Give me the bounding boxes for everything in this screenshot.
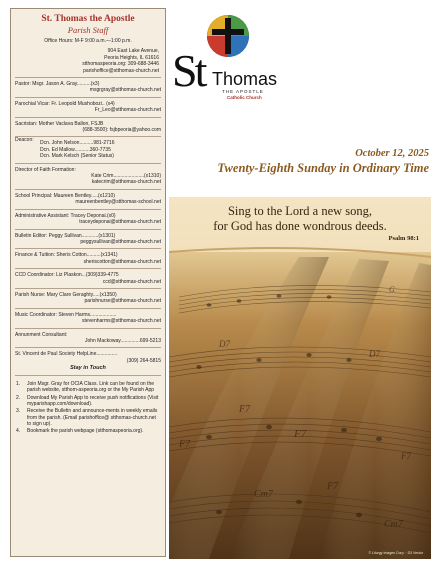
entry-line: CCD Coordinator: Liz Plaskon...(309)339-4775 [15,272,119,279]
deacon-line: Dcn. John Nelson..........981-2716 [40,140,115,147]
entry-line: Finance & Tuition: Sheris Cotton..........(x1341) [15,252,118,259]
list-item: 4. Bookmark the parish webpage (stthomaspeoria.org). [16,428,144,435]
svg-text:G: G [389,285,395,294]
list-item: 2. Download My Parish App to receive push notifications (Visit myparishapp.com/download). [16,394,159,408]
entry-email[interactable]: peggysullivan@stthomas-church.net [80,238,161,245]
logo-apostle-text: THE APOSTLE [222,89,264,94]
address-email[interactable]: parishoffice@stthomas-church.net [83,67,159,74]
svg-text:Cm7: Cm7 [384,519,403,530]
liturgical-day-title: Twenty-Eighth Sunday in Ordinary Time [217,161,429,175]
svg-text:F7: F7 [179,439,191,450]
svg-text:F7: F7 [401,451,411,461]
entry-line: Music Coordinator: Steven Harms................... [15,311,117,318]
bulletin-date: October 12, 2025 [355,148,429,159]
staff-entry-finance [15,248,161,265]
staff-entry-deacons [15,136,161,159]
entry-email[interactable]: Fr_Leo@stthomas-church.net [94,107,161,114]
stay-in-touch-heading: Stay in Touch [70,365,106,372]
sheet-music-pages-image [169,197,431,559]
svg-text:D7: D7 [219,339,230,349]
entry-line: St. Vincent de Paul Society HelpLine............... [15,351,118,358]
staff-entry-bulletin [15,229,161,246]
svg-text:Cm7: Cm7 [254,489,273,500]
svg-text:F7: F7 [239,404,251,415]
svg-text:F7: F7 [294,428,307,440]
svg-text:D7: D7 [369,349,380,359]
logo-church-text: Catholic Church [227,95,262,100]
parish-address [15,48,161,74]
list-item: 3. Receive the Bulletin and announce-ments in weekly emails from the parish. (Email parishoffice@ stthomas-church.net to sign up). [16,408,158,427]
staff-entry-principal [15,189,161,206]
deacon-line: Dcn. Mark Kelsch (Senior Status) [40,153,114,160]
image-credit: © Liturgy Images Corp. · D3 Vector [368,551,423,555]
staff-entry-annulment [15,328,161,345]
stay-in-touch-list [15,381,161,434]
staff-entry-nurse [15,288,161,305]
entry-line: Pastor: Msgr. Jason A. Gray..........(x3) [15,81,100,87]
parish-staff-panel [10,8,166,557]
deacon-line: Dcn. Ed Mallow...........360-7735 [40,146,111,153]
staff-panel-title: St. Thomas the Apostle [41,14,135,24]
staff-entry-ccd [15,268,161,285]
entry-line: Bulletin Editor: Peggy Sullivan............(x1301) [15,232,116,239]
office-hours: Office Hours: M-F 9:00 a.m.—1:00 p.m. [44,38,132,44]
staff-entry-admin [15,209,161,226]
address-line: stthomaspeoria.org: 309-688-3446 [82,61,159,67]
entry-email[interactable]: sheriscotton@stthomas-church.net [83,258,161,265]
staff-entry-vicar [15,97,161,114]
staff-entry-faith-formation [15,163,161,186]
staff-entry-music [15,308,161,325]
verse-line-1: Sing to the Lord a new song, [227,204,373,218]
entry-line: Director of Faith Formation: [15,166,76,173]
entry-email[interactable]: stevenharms@stthomas-church.net [82,318,161,325]
cross-emblem-icon [206,14,250,58]
entry-email[interactable]: traceydeponai@stthomas-church.net [79,219,161,226]
entry-line: (688-3500): fsjbpeoria@yahoo.com [82,127,161,134]
logo-st-text: St [172,45,205,96]
staff-entry-pastor [15,77,161,94]
address-line: 904 East Lake Avenue, [107,48,159,54]
entry-line: Kate Crim......................(x1310) [91,173,161,180]
staff-panel-subtitle: Parish Staff [67,25,109,35]
staff-entry-svdp [15,347,161,372]
entry-line: Sacristan: Mother Vaclava Ballon, FSJB [15,120,104,127]
entry-email[interactable]: msgrgray@stthomas-church.net [89,87,161,94]
entry-line: Parish Nurse: Mary Clare Geraghty.....(x1350) [15,291,117,298]
entry-email[interactable]: parishnurse@stthomas-church.net [84,298,161,305]
svg-text:F7: F7 [327,481,339,492]
verse-reference: Psalm 98:1 [388,235,419,242]
entry-line: Annunment Consultant: [15,331,68,338]
deacon-label: Deacon: [15,137,34,144]
entry-email[interactable]: ccd@stthomas-church.net [102,278,161,285]
hymnal-photo [169,197,431,559]
logo-thomas-text: Thomas [212,69,278,89]
entry-email[interactable]: maureenbentley@stthomas-school.net [75,199,161,206]
staff-entry-sacristan [15,117,161,134]
address-line: Peoria Heights, IL 61616 [104,54,159,61]
entry-line: John Mackoway..............699-5213 [84,337,161,344]
entry-line: (309) 264-5815 [126,357,161,364]
entry-line: Administrative Assistant: Tracey Deponai.(x0) [15,212,116,219]
entry-email[interactable]: katecrim@stthomas-church.net [91,179,161,186]
entry-line: Parochial Vicar: Fr. Leopold Mushobozi.. (x4) [15,100,115,107]
entry-line: School Principal: Maureen Bentley.....(x1210) [15,192,115,199]
list-item: 1. Join Msgr. Gray for OCIA Class. Link can be found on the parish website, stthom-aspeoria.org or the My Parish App [16,381,155,394]
parish-logo [172,14,278,102]
verse-line-2: for God has done wondrous deeds. [213,219,387,233]
stay-in-touch-section [15,375,161,434]
